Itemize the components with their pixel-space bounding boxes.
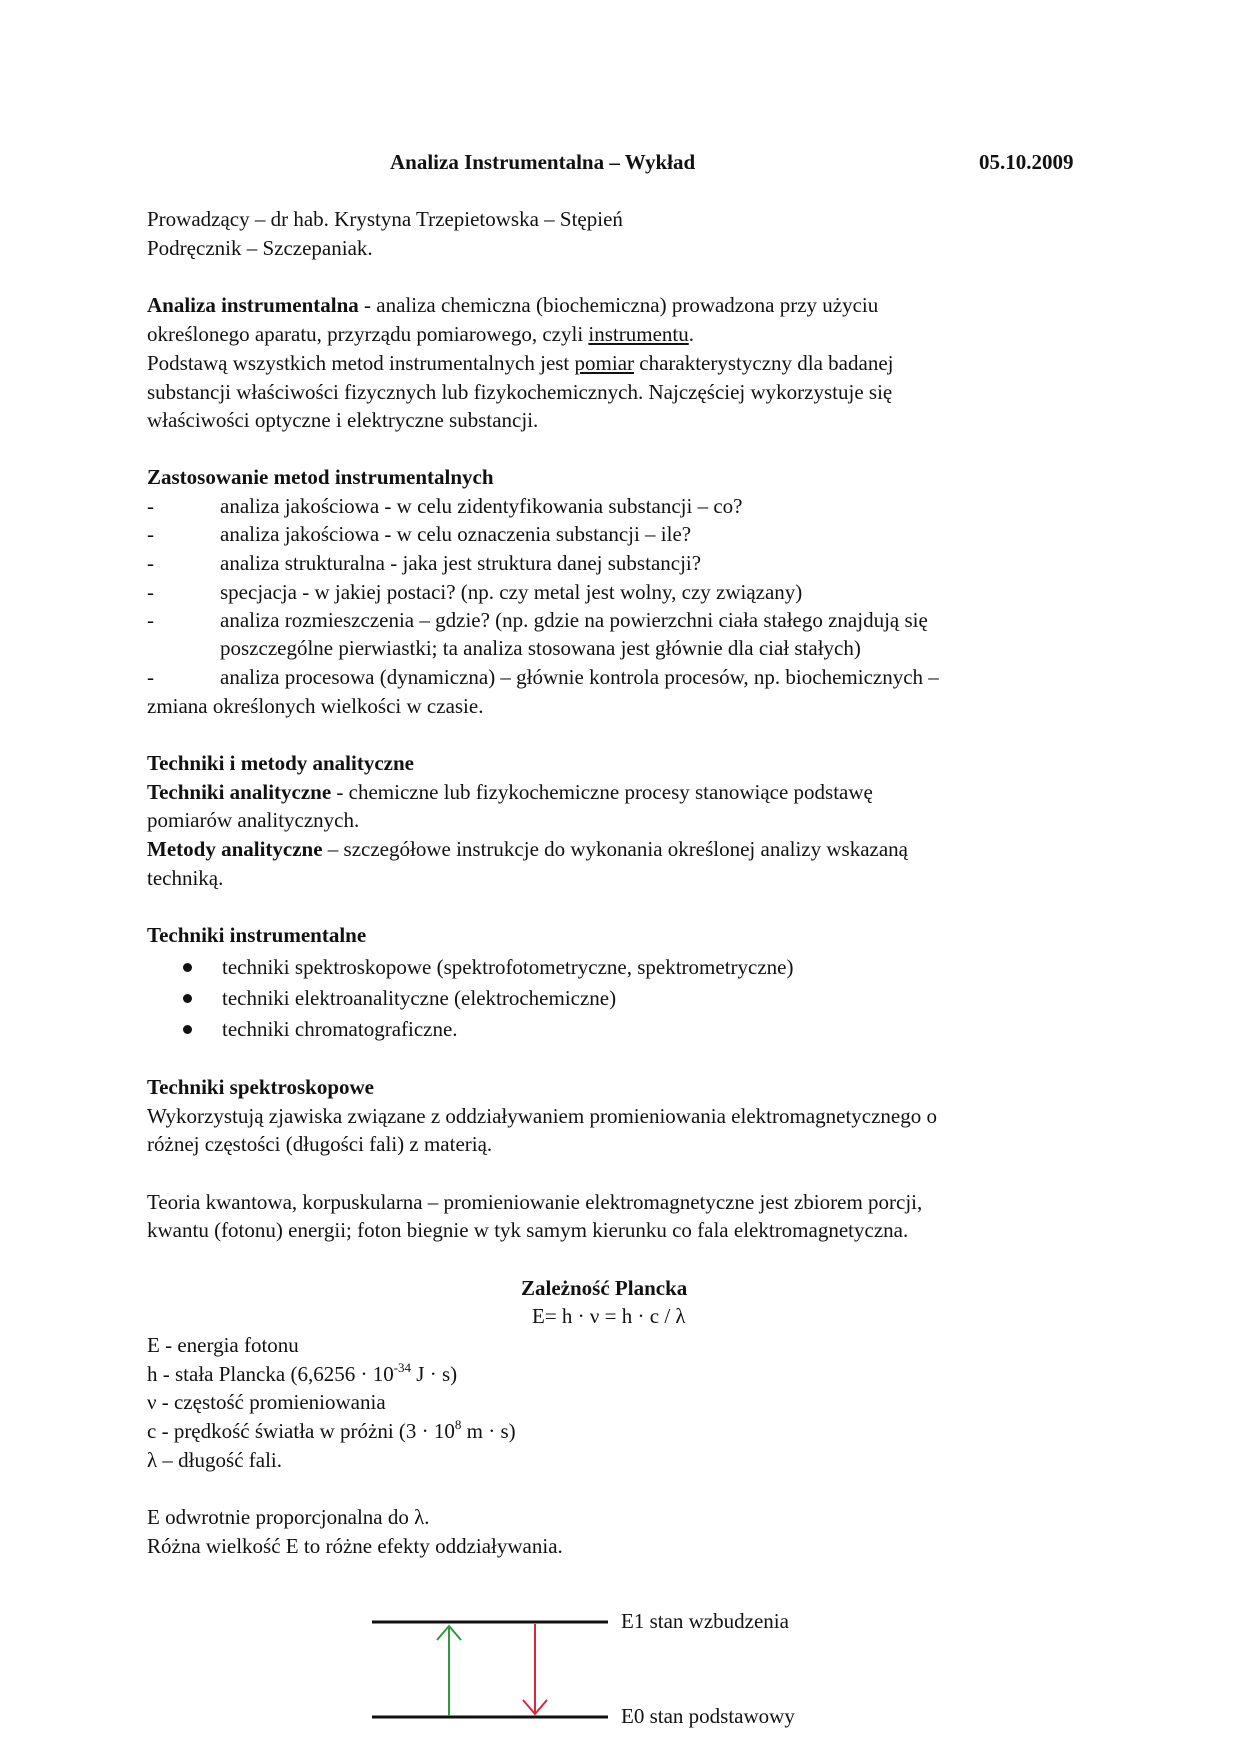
absorption-arrow-up-icon (437, 1626, 461, 1716)
ground-state-label: E0 stan podstawowy (621, 1704, 795, 1728)
list-item-continuation: poszczególne pierwiastki; ta analiza stosowana jest głównie dla ciał stałych) (220, 636, 861, 660)
textbook-line: Podręcznik – Szczepaniak. (147, 236, 373, 260)
underlined-instrumentu: instrumentu (588, 322, 689, 346)
planck-constant-text: h - stała Plancka (6,6256 · 10 (147, 1362, 394, 1386)
quantum-theory-line-2: kwantu (fotonu) energii; foton biegnie w tyk samym kierunku co fala elektromagnetyczna. (147, 1218, 909, 1242)
list-dash: - (147, 551, 154, 575)
spectro-heading: Techniki spektroskopowe (147, 1075, 374, 1099)
analytical-techniques-term: Techniki analityczne (147, 780, 332, 804)
list-item: analiza rozmieszczenia – gdzie? (np. gdzie na powierzchni ciała stałego znajdują się (220, 608, 928, 632)
underlined-pomiar: pomiar (574, 351, 635, 375)
planck-heading: Zależność Plancka (521, 1276, 688, 1300)
applications-heading: Zastosowanie metod instrumentalnych (147, 465, 494, 489)
effects-line: Różna wielkość E to różne efekty oddziaływania. (147, 1534, 563, 1558)
analytical-methods-rest: – szczegółowe instrukcje do wykonania określonej analizy wskazaną (322, 837, 909, 861)
instrumental-item: techniki chromatograficzne. (222, 1017, 458, 1041)
analytical-techniques-line-2: pomiarów analitycznych. (147, 808, 360, 832)
instrumental-item: techniki elektroanalityczne (elektrochemiczne) (222, 986, 617, 1010)
list-item-continuation: zmiana określonych wielkości w czasie. (147, 694, 484, 718)
document-title: Analiza Instrumentalna – Wykład (390, 150, 696, 174)
speed-of-light-unit: m · s) (461, 1419, 516, 1443)
document-date: 05.10.2009 (979, 150, 1074, 174)
list-item: analiza jakościowa - w celu zidentyfikowania substancji – co? (220, 494, 743, 518)
definition-line-3-pre: Podstawą wszystkich metod instrumentalnych jest (147, 351, 575, 375)
spectro-line-1: Wykorzystują zjawiska związane z oddziaływaniem promieniowania elektromagnetycznego o (147, 1104, 938, 1128)
list-item: analiza procesowa (dynamiczna) – głównie kontrola procesów, np. biochemicznych – (220, 665, 939, 689)
speed-of-light-text: c - prędkość światła w próżni (3 · 10 (147, 1419, 455, 1443)
quantum-theory-line-1: Teoria kwantowa, korpuskularna – promieniowanie elektromagnetyczne jest zbiorem porcji, (147, 1190, 923, 1214)
instrumental-heading: Techniki instrumentalne (147, 923, 367, 947)
definition-term: Analiza instrumentalna (147, 293, 359, 317)
techniques-heading: Techniki i metody analityczne (147, 751, 414, 775)
definition-line-2-pre: określonego aparatu, przyrządu pomiarowego, czyli (147, 322, 589, 346)
list-item: specjacja - w jakiej postaci? (np. czy metal jest wolny, czy związany) (220, 580, 803, 604)
analytical-techniques-rest: - chemiczne lub fizykochemiczne procesy stanowiące podstawę (331, 780, 873, 804)
list-dash: - (147, 665, 154, 689)
list-dash: - (147, 580, 154, 604)
analytical-methods-line-2: techniką. (147, 866, 224, 890)
analytical-methods-term: Metody analityczne (147, 837, 323, 861)
instrumental-item: techniki spektroskopowe (spektrofotometryczne, spektrometryczne) (222, 955, 794, 979)
list-item: analiza strukturalna - jaka jest struktura danej substancji? (220, 551, 702, 575)
list-item: analiza jakościowa - w celu oznaczenia substancji – ile? (220, 522, 692, 546)
definition-line-1-rest: - analiza chemiczna (biochemiczna) prowadzona przy użyciu (358, 293, 879, 317)
excited-state-label: E1 stan wzbudzenia (621, 1609, 789, 1633)
definition-line-4: substancji właściwości fizycznych lub fizykochemicznych. Najczęściej wykorzystuje się (147, 380, 893, 404)
list-dash: - (147, 494, 154, 518)
wavelength-definition: λ – długość fali. (147, 1448, 282, 1472)
definition-line-2-post: . (688, 322, 694, 346)
planck-constant-unit: J · s) (411, 1362, 458, 1386)
definition-line-5: właściwości optyczne i elektryczne substancji. (147, 408, 539, 432)
energy-definition: E - energia fotonu (147, 1333, 299, 1357)
list-dash: - (147, 522, 154, 546)
spectro-line-2: różnej częstości (długości fali) z materią. (147, 1132, 493, 1156)
frequency-definition: ν - częstość promieniowania (147, 1390, 386, 1414)
list-dash: - (147, 608, 154, 632)
speed-of-light-exponent: 8 (454, 1417, 462, 1432)
definition-line-3-post: charakterystyczny dla badanej (634, 351, 894, 375)
lecturer-line: Prowadzący – dr hab. Krystyna Trzepietowska – Stępień (147, 207, 623, 231)
emission-arrow-down-icon (523, 1624, 547, 1714)
inverse-proportion-line: E odwrotnie proporcjonalna do λ. (147, 1505, 430, 1529)
planck-formula: E= h · ν = h · c / λ (532, 1304, 686, 1328)
planck-constant-exponent: -34 (393, 1360, 412, 1375)
